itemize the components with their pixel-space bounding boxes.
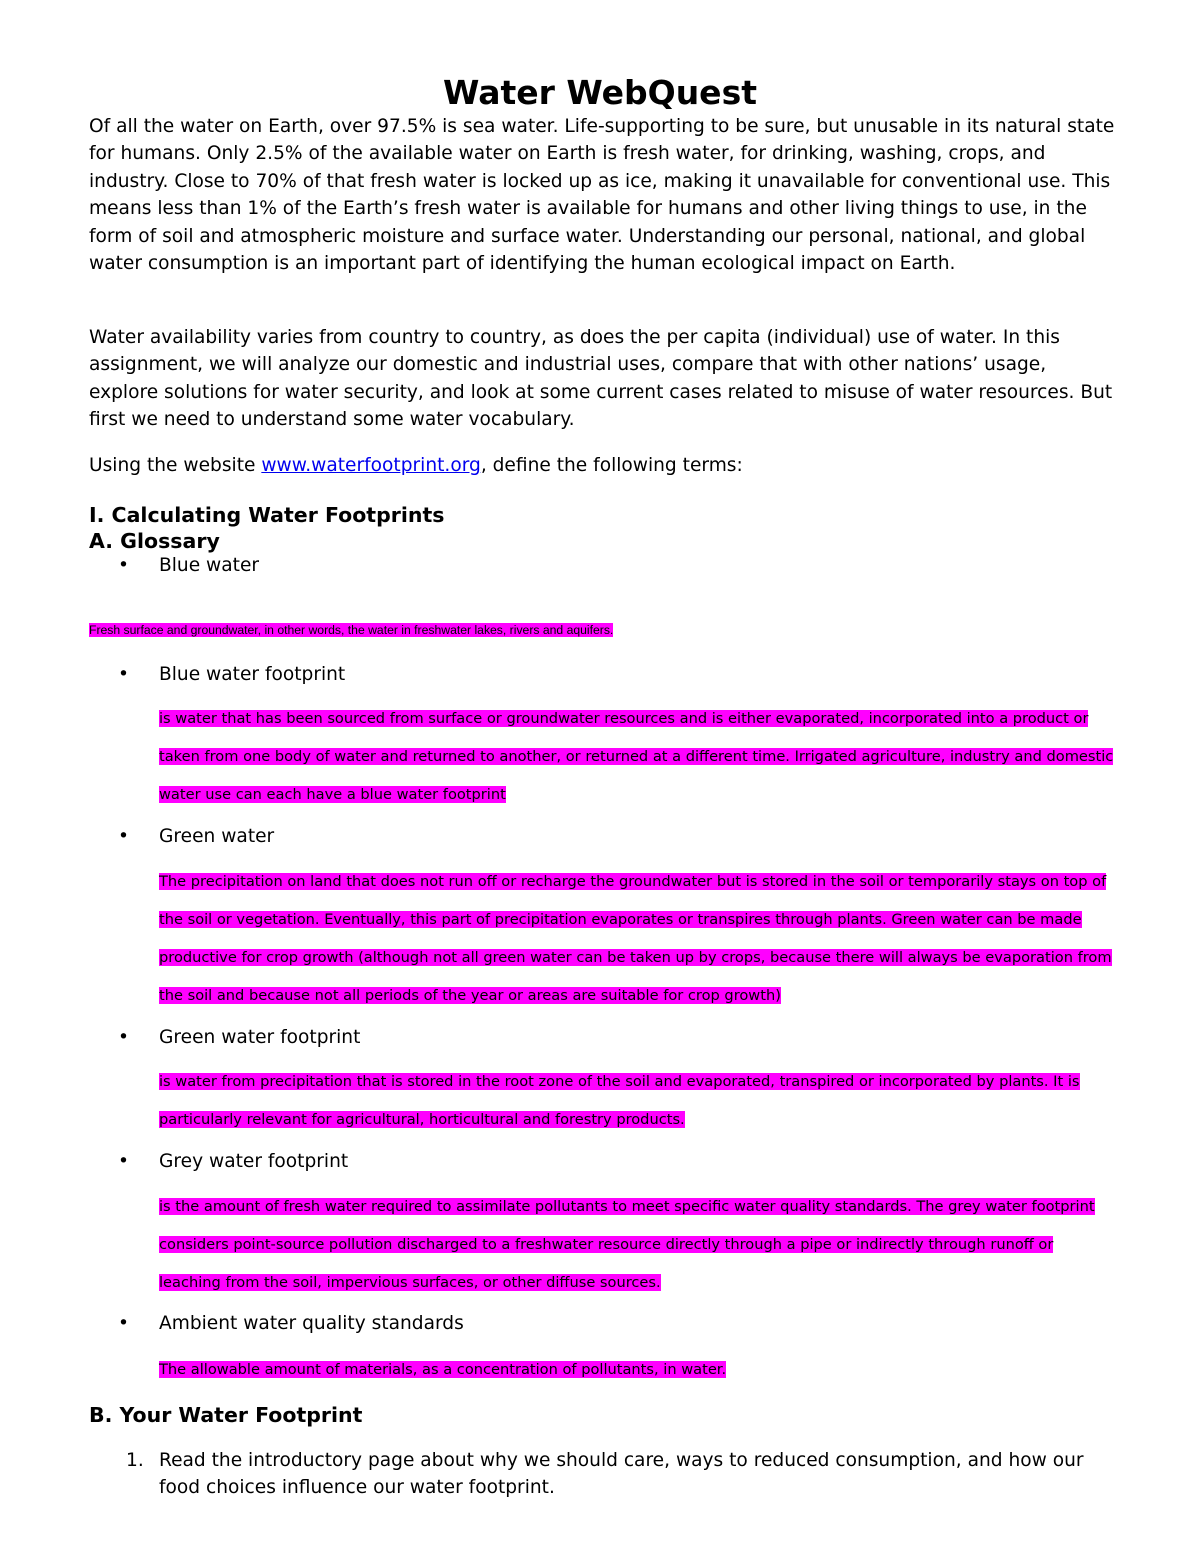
term-label: Ambient water quality standards	[159, 1313, 464, 1334]
term-label: Blue water	[159, 555, 260, 576]
glossary-term-blue-water	[118, 553, 259, 579]
glossary-term-green-water-footprint	[118, 1025, 360, 1051]
bullet: •	[118, 1151, 129, 1172]
term-label: Grey water footprint	[159, 1151, 349, 1172]
definition-text: is water that has been sourced from surface or groundwater resources and is either evaporated, incorporated into a product or taken from one body of water and returned to another, or returned at a different time. Irrigated agriculture, industry and domestic water use can each have a blue water footprint	[159, 710, 1114, 803]
definition-green-water-footprint	[159, 1063, 1119, 1139]
item-text: Read the introductory page about why we should care, ways to reduced consumption, and how our food choices influence our water footprint.	[159, 1450, 1084, 1499]
glossary-term-grey-water-footprint	[118, 1149, 348, 1175]
definition-green-water	[159, 863, 1119, 1015]
definition-text: The precipitation on land that does not run off or recharge the groundwater but is stored in the soil or temporarily stays on top of the soil or vegetation. Eventually, this part of precipitation evaporates or transpires through plants. Green water can be made productive for crop growth (although not all green water can be taken up by crops, because there will always be evaporation from the soil and because not all periods of the year or areas are suitable for crop growth)	[159, 873, 1112, 1004]
waterfootprint-link[interactable]: www.waterfootprint.org	[261, 455, 481, 476]
bullet: •	[118, 664, 129, 685]
bullet: •	[118, 1313, 129, 1334]
glossary-term-blue-water-footprint	[118, 662, 345, 688]
page-title: Water WebQuest	[443, 73, 757, 112]
definition-text: The allowable amount of materials, as a concentration of pollutants, in water.	[159, 1361, 727, 1378]
bullet: •	[118, 826, 129, 847]
definition-blue-water-footprint	[159, 700, 1119, 814]
subsection-heading-your-footprint: B. Your Water Footprint	[89, 1403, 363, 1427]
glossary-term-ambient-standards	[118, 1311, 464, 1337]
subsection-heading-glossary: A. Glossary	[89, 529, 220, 553]
definition-text: is water from precipitation that is stored in the root zone of the soil and evaporated, transpired or incorporated by plants. It is particularly relevant for agricultural, horticultural and forestry products.	[159, 1073, 1080, 1128]
glossary-term-green-water	[118, 824, 274, 850]
section-heading-calculating: I. Calculating Water Footprints	[89, 503, 445, 527]
intro-paragraph-1: Of all the water on Earth, over 97.5% is sea water. Life-supporting to be sure, but unusable in its natural state for humans. Only 2.5% of the available water on Earth is fresh water, for drinking, washing, crops, and industry. Close to 70% of that fresh water is locked up as ice, making it unavailable for conventional use. This means less than 1% of the Earth’s fresh water is available for humans and other living things to use, in the form of soil and atmospheric moisture and surface water. Understanding our personal, national, and global water consumption is an important part of identifying the human ecological impact on Earth.	[89, 116, 1115, 275]
definition-blue-water	[89, 621, 1049, 639]
definition-text: is the amount of fresh water required to assimilate pollutants to meet specific water quality standards. The grey water footprint considers point-source pollution discharged to a freshwater resource directly through a pipe or indirectly through runoff or leaching from the soil, impervious surfaces, or other diffuse sources.	[159, 1198, 1095, 1291]
definition-text: Fresh surface and groundwater, in other words, the water in freshwater lakes, rivers and aquifers.	[89, 623, 614, 637]
intro-paragraph-2: Water availability varies from country to country, as does the per capita (individual) use of water. In this assignment, we will analyze our domestic and industrial uses, compare that with other nations’ usage, explore solutions for water security, and look at some current cases related to misuse of water resources. But first we need to understand some water vocabulary.	[89, 327, 1113, 431]
item-number: 1.	[126, 1450, 144, 1471]
term-label: Green water footprint	[159, 1027, 361, 1048]
definition-ambient-standards	[159, 1351, 1119, 1389]
website-suffix: , define the following terms:	[480, 455, 743, 476]
term-label: Green water	[159, 826, 275, 847]
intro-paragraph-3	[89, 452, 1119, 479]
definition-grey-water-footprint	[159, 1188, 1119, 1302]
numbered-item-1	[126, 1447, 1126, 1502]
website-prefix: Using the website	[89, 455, 262, 476]
bullet: •	[118, 1027, 129, 1048]
term-label: Blue water footprint	[159, 664, 346, 685]
bullet: •	[118, 555, 129, 576]
